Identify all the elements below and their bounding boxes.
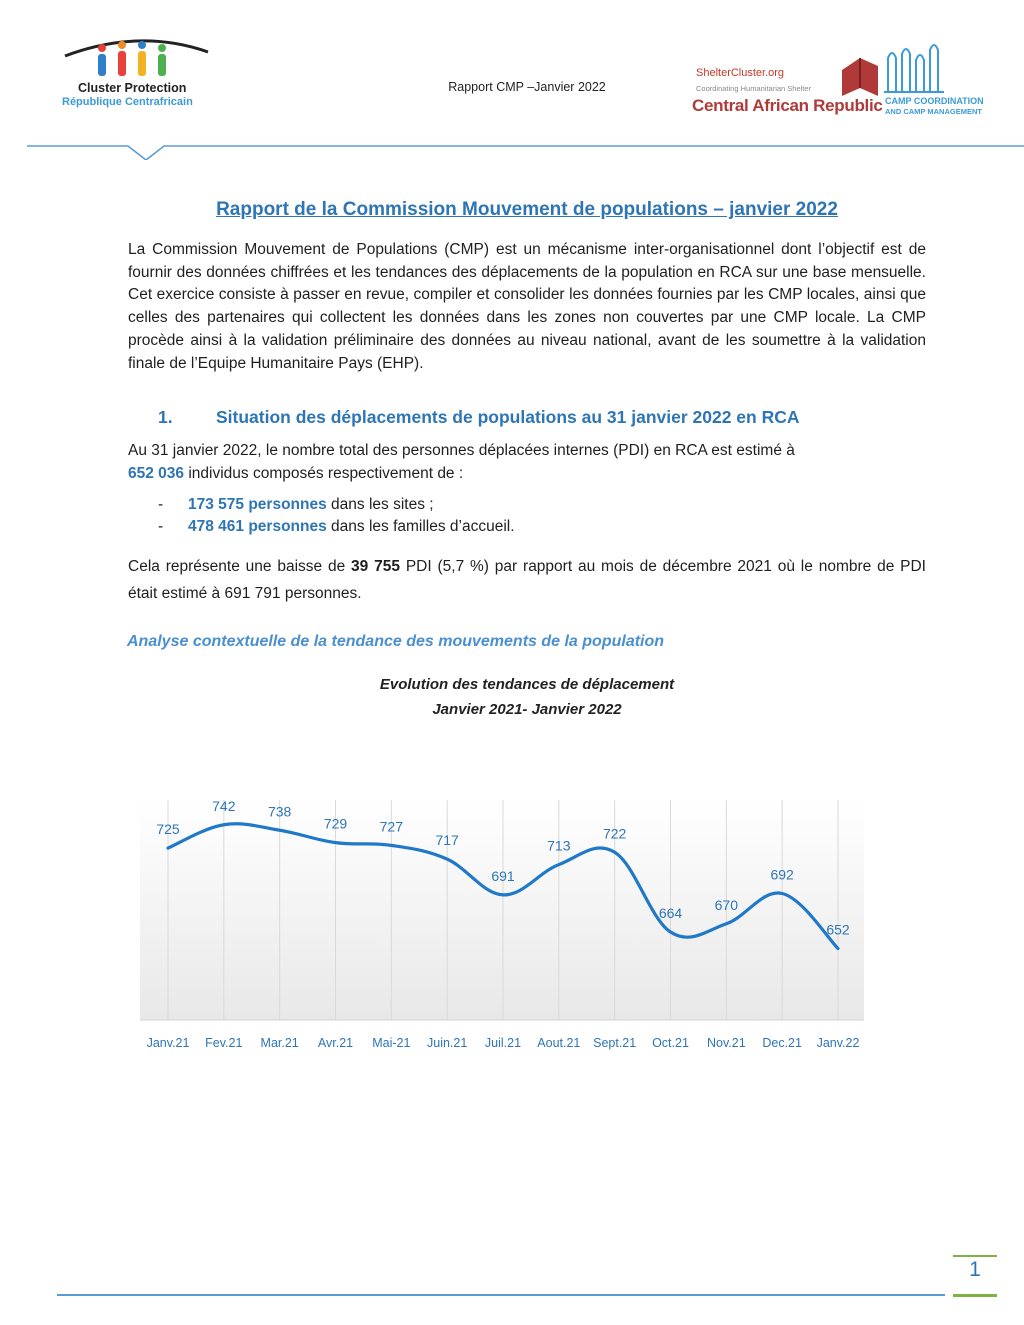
data-label: 722	[602, 825, 627, 842]
decrease-text-start: Cela représente une baisse de	[128, 558, 352, 575]
analysis-subheading: Analyse contextuelle de la tendance des mouvements de la population	[127, 633, 665, 650]
sites-count: 173 575 personnes	[188, 496, 327, 513]
situation-text: Au 31 janvier 2022, le nombre total des personnes déplacées internes (PDI) en RCA est estimé à	[128, 442, 795, 459]
data-label: 691	[491, 867, 515, 884]
x-tick-label: Mar.21	[260, 1036, 299, 1050]
x-tick-label: Avr.21	[317, 1036, 354, 1050]
data-label: 727	[379, 818, 404, 835]
header-divider	[0, 138, 1024, 160]
cccm-line-2: AND CAMP MANAGEMENT	[885, 107, 982, 116]
decrease-text-end: PDI (5,7 %) par rapport au mois de décembre 2021 où le nombre de PDI était estimé à 691 791 personnes.	[128, 558, 926, 602]
people-figures-icon	[60, 34, 220, 84]
cluster-protection-country: République Centrafricain	[62, 96, 193, 108]
page-number-box-top	[953, 1255, 997, 1257]
shelter-cluster-country: Central African Republic	[692, 96, 883, 115]
x-tick-label: Janv.22	[816, 1036, 860, 1050]
total-idp-value: 652 036	[128, 464, 185, 482]
data-label: 713	[547, 837, 571, 854]
host-families-text: dans les familles d’accueil.	[326, 518, 515, 535]
chart-title-line-1: Evolution des tendances de déplacement	[379, 676, 675, 693]
shelter-cluster-site: ShelterCluster.org	[696, 67, 785, 79]
cccm-figures-icon	[838, 40, 948, 100]
x-tick-label: Juin.21	[427, 1036, 468, 1050]
data-label: 729	[323, 815, 348, 832]
bullet-host-families	[158, 518, 515, 536]
x-tick-label: Janv.21	[146, 1036, 190, 1050]
shelter-cluster-logo	[690, 40, 990, 120]
host-families-count: 478 461 personnes	[188, 518, 327, 535]
section-number: 1.	[158, 407, 173, 427]
shelter-cluster-tagline: Coordinating Humanitarian Shelter	[696, 84, 812, 93]
x-tick-label: Aout.21	[537, 1036, 581, 1050]
page-number: 1	[969, 1258, 981, 1281]
plot-area	[140, 797, 864, 1020]
section-heading	[158, 407, 800, 428]
sites-text: dans les sites ;	[326, 496, 434, 513]
bullet-dash: -	[158, 518, 164, 535]
intro-paragraph: La Commission Mouvement de Populations (CMP) est un mécanisme inter-organisationnel dont l’objectif est de fournir des données chiffrées et les tendances des déplacements de la population en RCA sur une base mensuelle. Cet exercice consiste à passer en revue, compiler et consolider les données fournies par les CMP locales, ainsi que celles des partenaires qui collectent les données dans les zones non couvertes par une CMP locale. La CMP procède ainsi à la validation préliminaire des données au niveau national, avant de les soumettre à la validation finale de l’Equipe Humanitaire Pays (EHP).	[128, 241, 926, 372]
x-tick-label: Fev.21	[205, 1036, 243, 1050]
displacement-line-chart	[130, 790, 880, 1060]
x-tick-label: Oct.21	[652, 1036, 689, 1050]
header-report-title: Rapport CMP –Janvier 2022	[448, 80, 606, 94]
data-label: 738	[267, 803, 292, 820]
x-tick-label: Sept.21	[593, 1036, 637, 1050]
data-label: 742	[212, 797, 236, 814]
bullet-dash: -	[158, 496, 164, 513]
data-label: 652	[826, 921, 850, 938]
cluster-protection-name: Cluster Protection	[78, 81, 187, 95]
decrease-value: 39 755	[351, 558, 400, 575]
footer-divider	[57, 1294, 945, 1296]
situation-paragraph	[128, 440, 926, 485]
situation-text-end: individus composés respectivement de :	[184, 464, 464, 482]
data-label: 692	[770, 866, 794, 883]
data-label: 670	[714, 896, 739, 913]
data-label: 717	[435, 832, 459, 849]
cluster-protection-logo	[60, 34, 220, 114]
x-tick-label: Nov.21	[706, 1036, 746, 1050]
document-title: Rapport de la Commission Mouvement de populations – janvier 2022	[216, 199, 838, 220]
chart-title-line-2: Janvier 2021- Janvier 2022	[432, 701, 622, 718]
data-label: 664	[658, 905, 683, 921]
page-number-box-bottom	[953, 1294, 997, 1297]
data-label: 725	[156, 821, 180, 838]
bullet-sites	[158, 496, 434, 514]
section-title: Situation des déplacements de populations au 31 janvier 2022 en RCA	[216, 407, 800, 427]
x-tick-label: Juil.21	[484, 1036, 522, 1050]
x-tick-label: Dec.21	[762, 1036, 802, 1050]
cccm-line-1: CAMP COORDINATION	[885, 96, 984, 106]
decrease-paragraph	[128, 553, 926, 607]
x-tick-label: Mai-21	[372, 1036, 411, 1050]
